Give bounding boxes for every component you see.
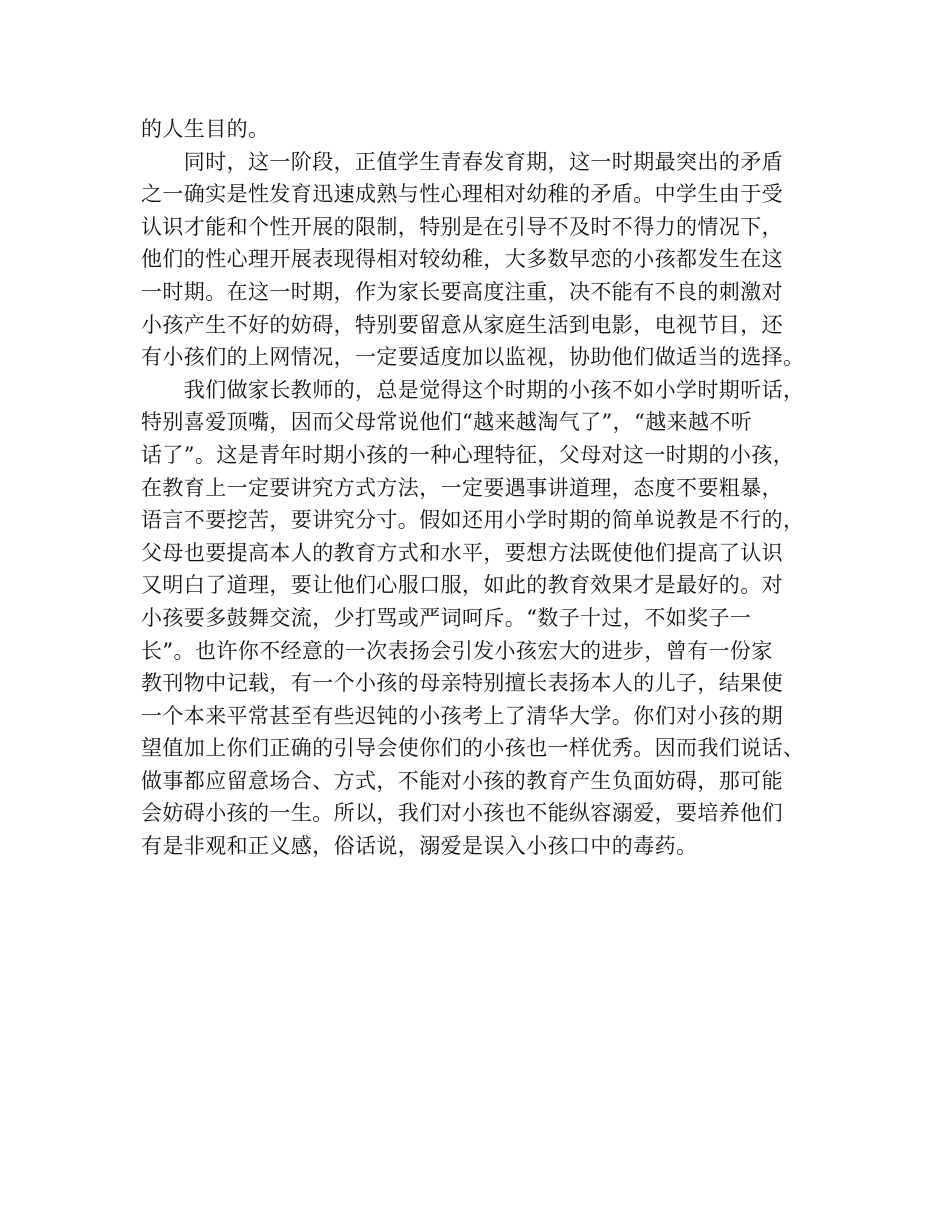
text-line: 的人生目的。 (141, 117, 270, 141)
text-line: 会妨碍小孩的一生。所以，我们对小孩也不能纵容溺爱，要培养他们 (141, 801, 783, 826)
text-line: 之一确实是性发育迅速成熟与性心理相对幼稚的矛盾。中学生由于受 (141, 182, 783, 207)
text-line: 长”。也许你不经意的一次表扬会引发小孩宏大的进步，曾有一份家 (141, 638, 773, 663)
text-line: 我们做家长教师的，总是觉得这个时期的小孩不如小学时期听话， (141, 377, 805, 402)
body-text (141, 113, 831, 863)
text-line: 认识才能和个性开展的限制，特别是在引导不及时不得力的情况下， (141, 214, 783, 239)
text-line: 小孩要多鼓舞交流，少打骂或严词呵斥。“数子十过，不如奖子一 (141, 605, 752, 630)
text-line: 小孩产生不好的妨碍，特别要留意从家庭生活到电影，电视节目，还 (141, 312, 783, 337)
text-line: 一个本来平常甚至有些迟钝的小孩考上了清华大学。你们对小孩的期 (141, 703, 783, 728)
text-line: 同时，这一阶段，正值学生青春发育期，这一时期最突出的矛盾 (141, 149, 783, 174)
text-line: 又明白了道理，要让他们心服口服，如此的教育效果才是最好的。对 (141, 573, 783, 598)
text-line: 教刊物中记载，有一个小孩的母亲特别擅长表扬本人的儿子，结果使 (141, 671, 783, 696)
text-line: 特别喜爱顶嘴，因而父母常说他们“越来越淘气了”，“越来越不听 (141, 410, 753, 435)
text-line: 在教育上一定要讲究方式方法，一定要遇事讲道理，态度不要粗暴， (141, 475, 783, 500)
text-line: 一时期。在这一时期，作为家长要高度注重，决不能有不良的刺激对 (141, 279, 783, 304)
text-line: 有小孩们的上网情况，一定要适度加以监视，协助他们做适当的选择。 (141, 345, 805, 370)
text-line: 语言不要挖苦，要讲究分寸。假如还用小学时期的简单说教是不行的， (141, 508, 805, 533)
text-line: 他们的性心理开展表现得相对较幼稚，大多数早恋的小孩都发生在这 (141, 247, 783, 272)
text-line: 话了”。这是青年时期小孩的一种心理特征，父母对这一时期的小孩， (141, 442, 795, 467)
text-line: 做事都应留意场合、方式，不能对小孩的教育产生负面妨碍，那可能 (141, 768, 783, 793)
text-line: 望值加上你们正确的引导会使你们的小孩也一样优秀。因而我们说话、 (141, 736, 805, 761)
text-line: 父母也要提高本人的教育方式和水平，要想方法既使他们提高了认识 (141, 540, 783, 565)
text-line: 有是非观和正义感，俗话说，溺爱是误入小孩口中的毒药。 (141, 834, 698, 859)
